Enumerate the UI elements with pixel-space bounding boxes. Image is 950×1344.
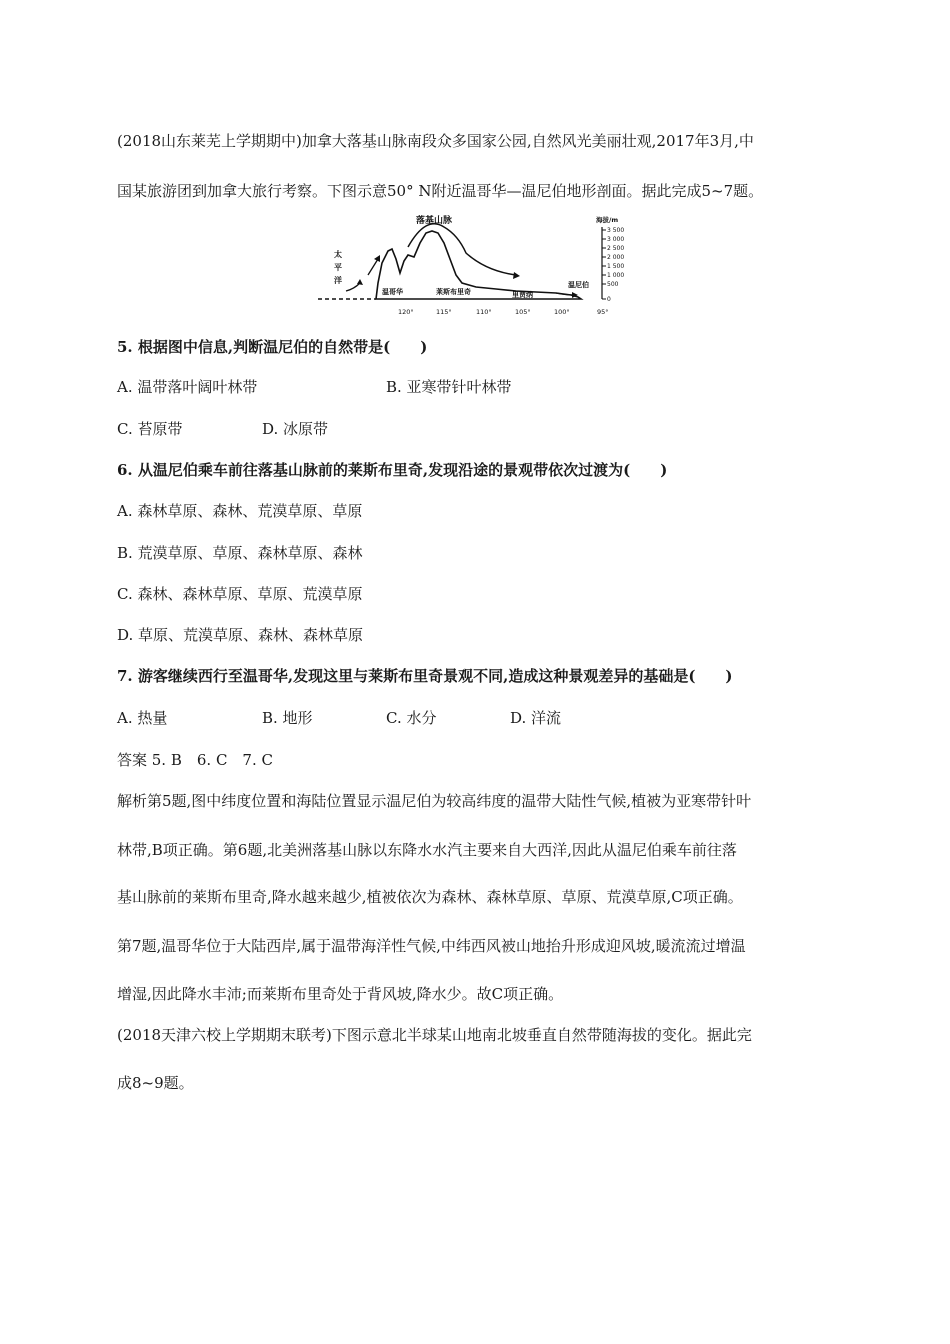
analysis-line-3: 基山脉前的莱斯布里奇,降水越来越少,植被依次为森林、森林草原、草原、荒漠草原,C项正确。: [117, 888, 743, 906]
question-6-stem: 6. 从温尼伯乘车前往落基山脉前的莱斯布里奇,发现沿途的景观带依次过渡为( ): [117, 461, 668, 479]
place-winnipeg: 温尼伯: [568, 281, 589, 289]
question-7-option-a: A. 热量: [117, 709, 168, 727]
lon-tick-120: 120°: [398, 308, 414, 316]
question-7-option-b: B. 地形: [262, 709, 313, 727]
plain-arrow: [556, 293, 574, 295]
intro-line-2: 国某旅游团到加拿大旅行考察。下图示意50° N附近温哥华—温尼伯地形剖面。据此完成5~7题。: [117, 182, 764, 200]
lon-tick-95: 95°: [597, 308, 609, 316]
lon-tick-100: 100°: [554, 308, 570, 316]
analysis-line-2: 林带,B项正确。第6题,北美洲落基山脉以东降水水汽主要来自大西洋,因此从温尼伯乘车前往落: [117, 841, 737, 859]
leeward-arrow: [408, 224, 516, 275]
windward-arrow: [368, 259, 378, 275]
altitude-axis-title: 海拔/m: [596, 216, 619, 224]
question-5-option-b: B. 亚寒带针叶林带: [386, 378, 512, 396]
next-intro-line-2: 成8~9题。: [117, 1074, 194, 1092]
ocean-arrow: [346, 283, 360, 291]
alt-tick-2500: 2 500: [607, 245, 625, 252]
ocean-label-1: 太: [334, 250, 342, 259]
lon-tick-110: 110°: [476, 308, 492, 316]
analysis-line-5: 增湿,因此降水丰沛;而莱斯布里奇处于背风坡,降水少。故C项正确。: [117, 985, 564, 1003]
place-regina: 里贾纳: [512, 291, 533, 299]
alt-tick-3000: 3 000: [607, 236, 625, 243]
answer-line: 答案 5. B 6. C 7. C: [117, 751, 273, 769]
question-5-option-c: C. 苔原带: [117, 420, 183, 438]
question-6-option-b: B. 荒漠草原、草原、森林草原、森林: [117, 544, 363, 562]
analysis-line-4: 第7题,温哥华位于大陆西岸,属于温带海洋性气候,中纬西风被山地抬升形成迎风坡,暖流流过增温: [117, 937, 746, 955]
question-7-stem: 7. 游客继续西行至温哥华,发现这里与莱斯布里奇景观不同,造成这种景观差异的基础是( ): [117, 667, 733, 685]
alt-tick-3500: 3 500: [607, 227, 625, 234]
alt-tick-2000: 2 000: [607, 254, 625, 261]
analysis-line-1: 解析第5题,图中纬度位置和海陆位置显示温尼伯为较高纬度的温带大陆性气候,植被为亚寒带针叶: [117, 792, 752, 810]
question-5-option-a: A. 温带落叶阔叶林带: [117, 378, 258, 396]
terrain-profile: [376, 231, 581, 299]
question-7-option-c: C. 水分: [386, 709, 437, 727]
next-intro-line-1: (2018天津六校上学期期末联考)下图示意北半球某山地南北坡垂直自然带随海拔的变化。据此完: [117, 1026, 752, 1044]
question-7-option-d: D. 洋流: [510, 709, 562, 727]
altitude-ticks: [602, 227, 624, 303]
alt-tick-0: 0: [607, 296, 611, 303]
question-5-stem: 5. 根据图中信息,判断温尼伯的自然带是( ): [117, 338, 428, 356]
alt-tick-1500: 1 500: [607, 263, 625, 270]
ocean-label-3: 洋: [334, 276, 342, 285]
place-lethbridge: 莱斯布里奇: [436, 288, 471, 296]
question-6-option-c: C. 森林、森林草原、草原、荒漠草原: [117, 585, 363, 603]
question-5-option-d: D. 冰原带: [262, 420, 329, 438]
ocean-label-2: 平: [334, 263, 342, 272]
alt-tick-500: 500: [607, 281, 619, 288]
question-6-option-d: D. 草原、荒漠草原、森林、森林草原: [117, 626, 364, 644]
terrain-profile-figure: [316, 213, 625, 321]
question-6-option-a: A. 森林草原、森林、荒漠草原、草原: [117, 502, 363, 520]
mountain-label: 落基山脉: [416, 216, 453, 226]
lon-tick-115: 115°: [436, 308, 452, 316]
alt-tick-1000: 1 000: [607, 272, 625, 279]
lon-tick-105: 105°: [515, 308, 531, 316]
place-vancouver: 温哥华: [382, 288, 403, 296]
intro-line-1: (2018山东莱芜上学期期中)加拿大落基山脉南段众多国家公园,自然风光美丽壮观,2017年3月,中: [117, 132, 754, 150]
